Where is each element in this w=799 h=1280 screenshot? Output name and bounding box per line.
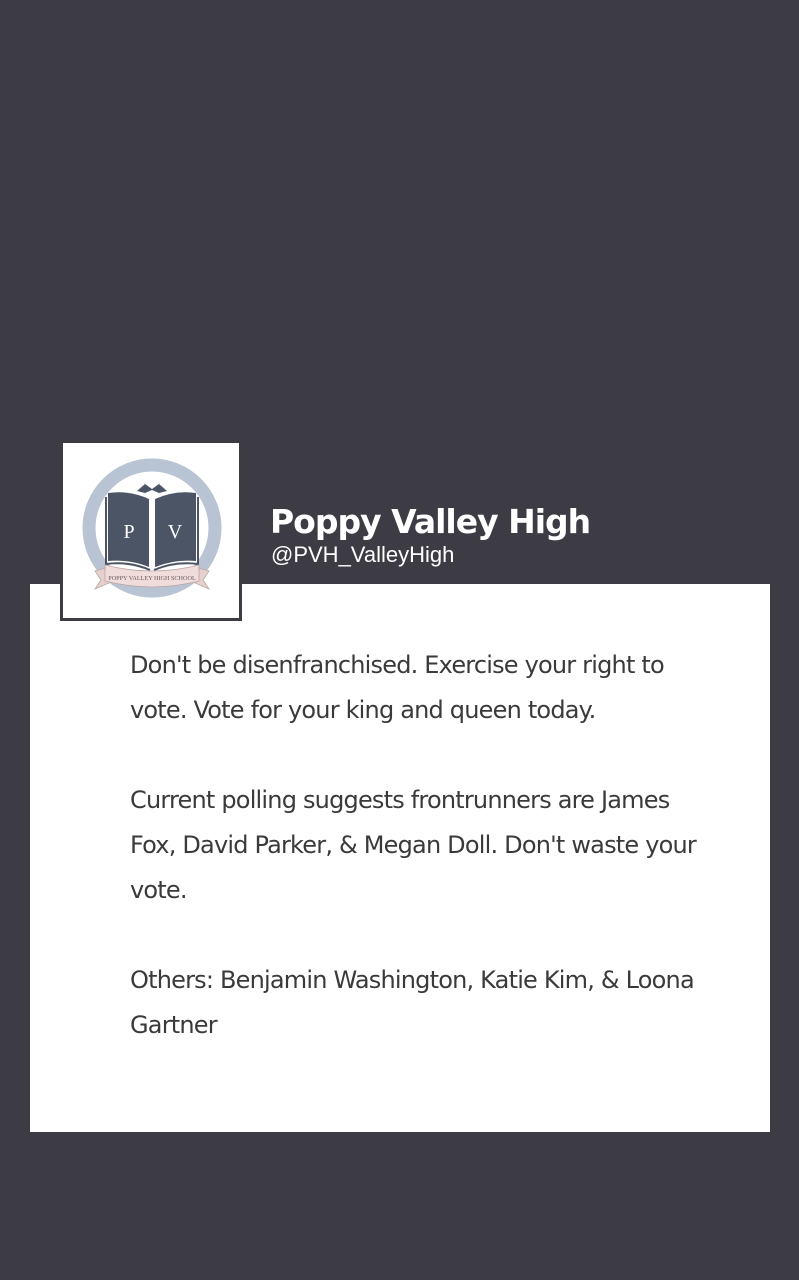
crest-banner-text: POPPY VALLEY HIGH SCHOOL: [108, 575, 196, 582]
account-handle[interactable]: @PVH_ValleyHigh: [271, 542, 455, 567]
post-paragraph: Others: Benjamin Washington, Katie Kim, & Loona Gartner: [130, 966, 694, 1039]
post-paragraph: Current polling suggests frontrunners are James Fox, David Parker, & Megan Doll. Don't waste your vote.: [130, 786, 696, 904]
avatar[interactable]: [60, 440, 242, 621]
account-name[interactable]: Poppy Valley High: [270, 502, 591, 541]
crest-letter-left: P: [123, 521, 135, 543]
post-paragraph: Don't be disenfranchised. Exercise your right to vote. Vote for your king and queen today.: [130, 651, 664, 724]
crest-letter-right: V: [167, 521, 183, 543]
school-crest-logo-icon: [63, 443, 239, 618]
post-body: [130, 643, 710, 1048]
